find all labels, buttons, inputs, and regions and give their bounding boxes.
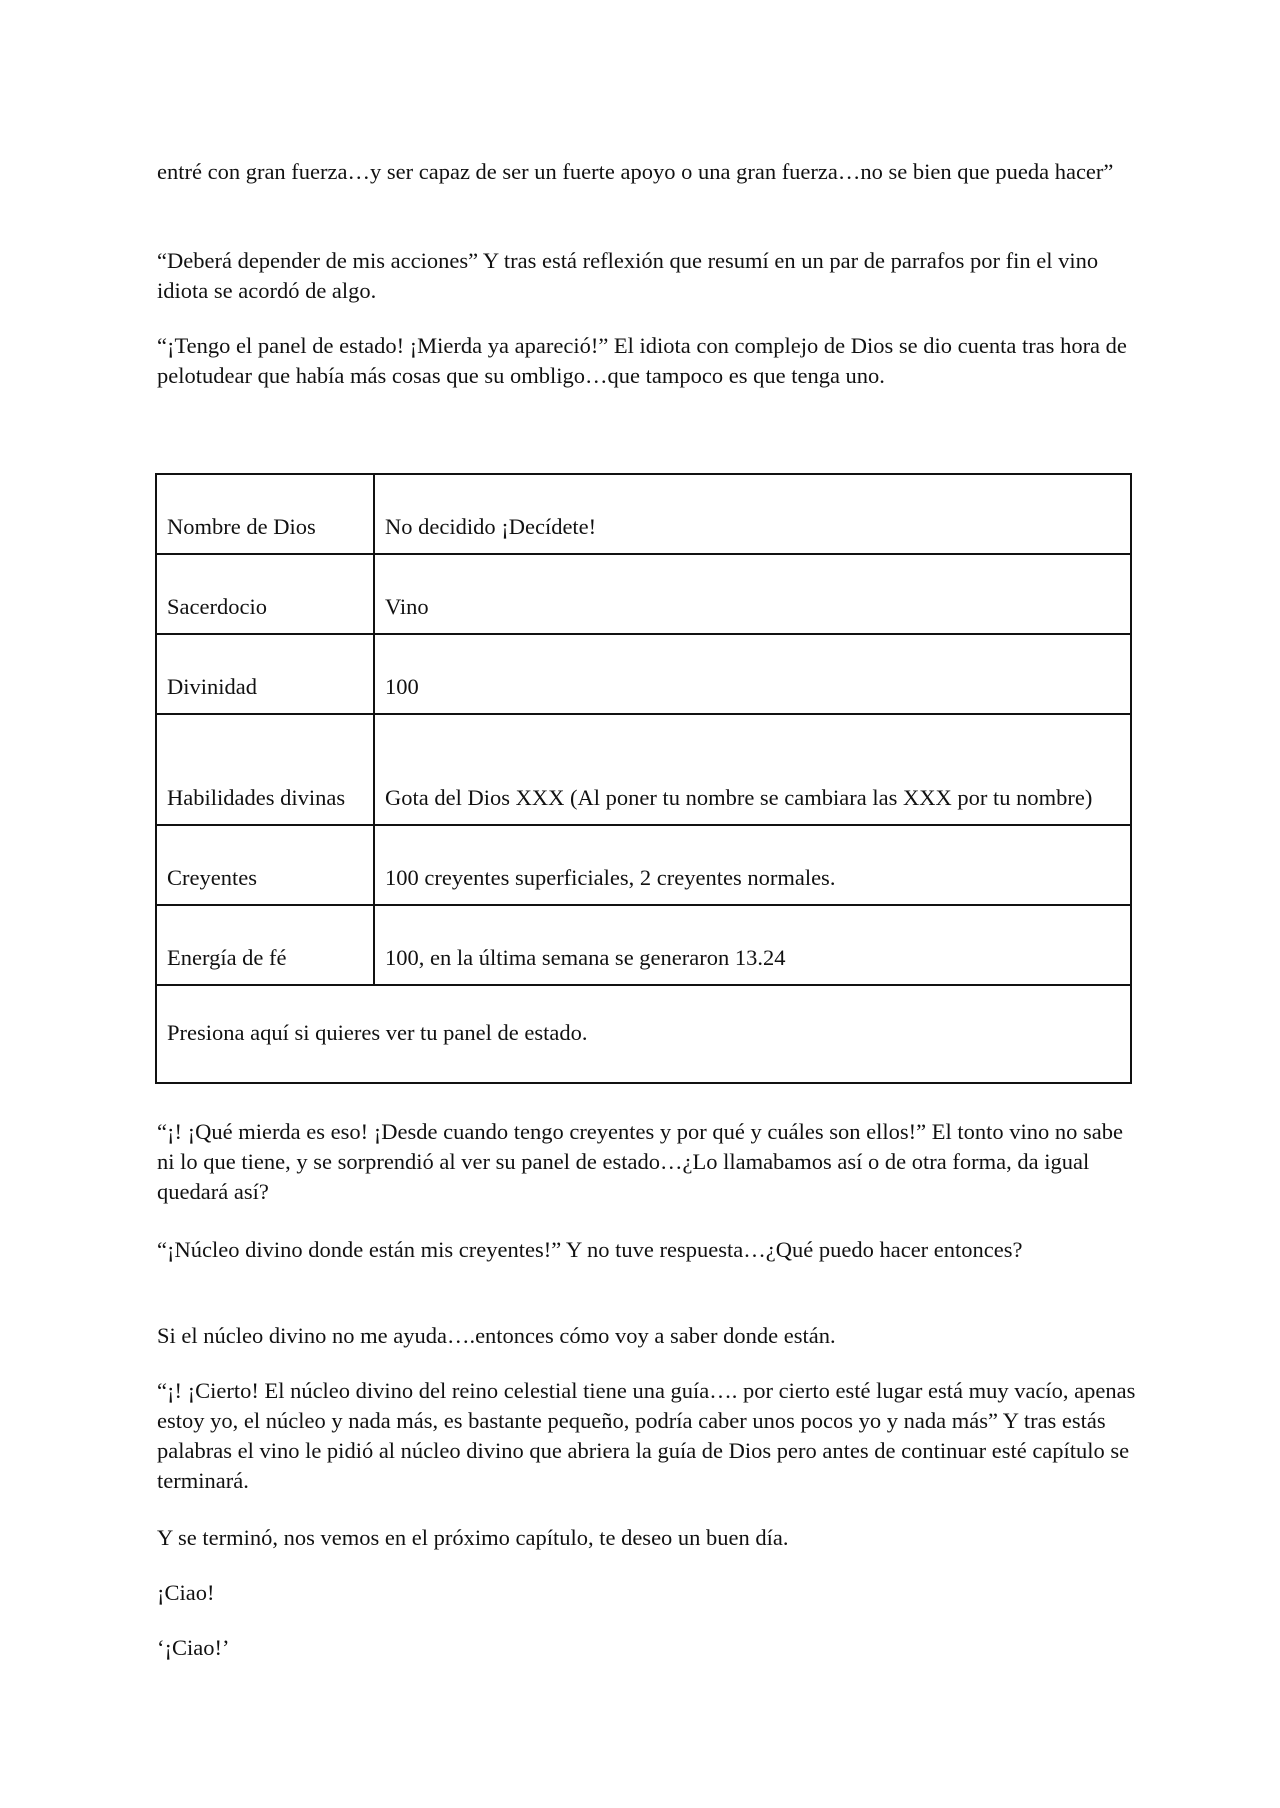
table-row <box>156 905 1131 985</box>
paragraph: “Deberá depender de mis acciones” Y tras está reflexión que resumí en un par de parrafos por fin el vino idiota se acordó de algo. <box>157 248 1099 303</box>
status-panel-table <box>155 473 1132 1084</box>
table-row <box>156 474 1131 554</box>
paragraph: entré con gran fuerza…y ser capaz de ser un fuerte apoyo o una gran fuerza…no se bien que pueda hacer” <box>157 159 1114 184</box>
row-label: Creyentes <box>156 825 374 905</box>
row-label: Sacerdocio <box>156 554 374 634</box>
row-value: 100 creyentes superficiales, 2 creyentes normales. <box>374 825 1131 905</box>
table-row <box>156 714 1131 825</box>
view-status-panel-link[interactable]: Presiona aquí si quieres ver tu panel de estado. <box>156 985 1131 1083</box>
paragraph: “¡! ¡Qué mierda es eso! ¡Desde cuando tengo creyentes y por qué y cuáles son ellos!” El tonto vino no sabe ni lo que tiene, y se sorprendió al ver su panel de estado…¿Lo llamabamos así o de otra forma, da igual quedará así? <box>157 1119 1123 1204</box>
table-row <box>156 634 1131 714</box>
row-value: No decidido ¡Decídete! <box>374 474 1131 554</box>
row-value: 100, en la última semana se generaron 13.24 <box>374 905 1131 985</box>
row-value: Vino <box>374 554 1131 634</box>
row-value: 100 <box>374 634 1131 714</box>
paragraph: “¡Núcleo divino donde están mis creyentes!” Y no tuve respuesta…¿Qué puedo hacer entonces? <box>157 1237 1023 1262</box>
paragraph: ‘¡Ciao!’ <box>157 1635 230 1660</box>
paragraph: “¡Tengo el panel de estado! ¡Mierda ya apareció!” El idiota con complejo de Dios se dio cuenta tras hora de pelotudear que había más cosas que su ombligo…que tampoco es que tenga uno. <box>157 333 1127 388</box>
row-value: Gota del Dios XXX (Al poner tu nombre se cambiara las XXX por tu nombre) <box>374 714 1131 825</box>
row-label: Energía de fé <box>156 905 374 985</box>
paragraph: “¡! ¡Cierto! El núcleo divino del reino celestial tiene una guía…. por cierto esté lugar está muy vacío, apenas estoy yo, el núcleo y nada más, es bastante pequeño, podría caber unos pocos yo y nada más” Y tras estás palabras el vino le pidió al núcleo divino que abriera la guía de Dios pero antes de continuar esté capítulo se terminará. <box>157 1378 1136 1493</box>
paragraph: Y se terminó, nos vemos en el próximo capítulo, te deseo un buen día. <box>157 1525 789 1550</box>
table-footer-row[interactable] <box>156 985 1131 1083</box>
paragraph: ¡Ciao! <box>157 1580 215 1605</box>
row-label: Habilidades divinas <box>156 714 374 825</box>
paragraph: Si el núcleo divino no me ayuda….entonces cómo voy a saber donde están. <box>157 1323 836 1348</box>
row-label: Divinidad <box>156 634 374 714</box>
table-row <box>156 825 1131 905</box>
row-label: Nombre de Dios <box>156 474 374 554</box>
table-row <box>156 554 1131 634</box>
